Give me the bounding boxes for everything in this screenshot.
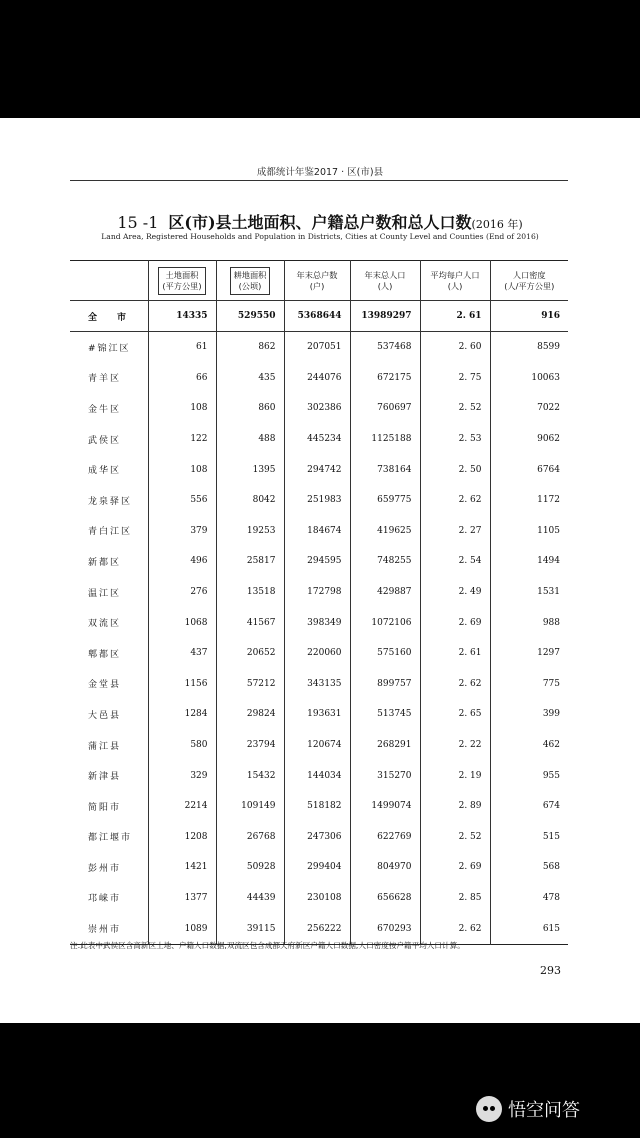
- cell-population: 429887: [350, 577, 420, 608]
- cell-households: 172798: [284, 577, 350, 608]
- cell-avg-household: 2. 62: [420, 669, 490, 700]
- row-name: 郫都区: [88, 649, 122, 660]
- cell-population: 13989297: [350, 301, 420, 332]
- header-population: [350, 261, 420, 301]
- cell-land-area: 580: [148, 730, 216, 761]
- cell-density: 10063: [490, 363, 568, 394]
- table-row: [70, 791, 568, 822]
- cell-avg-household: 2. 60: [420, 332, 490, 363]
- cell-households: 302386: [284, 393, 350, 424]
- cell-land-area: 122: [148, 424, 216, 455]
- cell-population: 575160: [350, 638, 420, 669]
- cell-density: 399: [490, 699, 568, 730]
- header-avg-household: [420, 261, 490, 301]
- cell-population: 659775: [350, 485, 420, 516]
- table-row: [70, 393, 568, 424]
- cell-density: 988: [490, 607, 568, 638]
- table-title-text: 区(市)县土地面积、户籍总户数和总人口数: [168, 213, 472, 232]
- cell-avg-household: 2. 75: [420, 363, 490, 394]
- cell-land-area: 1156: [148, 669, 216, 700]
- cell-households: 398349: [284, 607, 350, 638]
- table-row: [70, 485, 568, 516]
- row-name: 全市: [70, 301, 148, 332]
- row-name: 青羊区: [88, 374, 122, 385]
- row-name: 温江区: [88, 588, 122, 599]
- row-name: 蒲江县: [88, 741, 122, 752]
- row-name: #锦江区: [88, 343, 131, 354]
- watermark-text: 悟空问答: [508, 1100, 580, 1121]
- cell-avg-household: 2. 22: [420, 730, 490, 761]
- row-name: 都江堰市: [88, 833, 133, 844]
- cell-land-area: 329: [148, 760, 216, 791]
- table-row: [70, 363, 568, 394]
- cell-population: 268291: [350, 730, 420, 761]
- table-row-total: [70, 301, 568, 332]
- cell-cultivated: 29824: [216, 699, 284, 730]
- cell-population: 804970: [350, 852, 420, 883]
- row-name: 金堂县: [88, 680, 122, 691]
- running-head: 成都统计年鉴2017 · 区(市)县: [256, 167, 384, 178]
- cell-cultivated: 8042: [216, 485, 284, 516]
- cell-avg-household: 2. 62: [420, 913, 490, 944]
- cell-households: 343135: [284, 669, 350, 700]
- table-row: [70, 424, 568, 455]
- cell-households: 294595: [284, 546, 350, 577]
- cell-density: 1105: [490, 516, 568, 547]
- table-row: [70, 516, 568, 547]
- cell-cultivated: 19253: [216, 516, 284, 547]
- cell-households: 193631: [284, 699, 350, 730]
- row-name: 崇州市: [88, 925, 122, 936]
- cell-cultivated: 25817: [216, 546, 284, 577]
- cell-cultivated: 20652: [216, 638, 284, 669]
- cell-households: 230108: [284, 883, 350, 914]
- cell-households: 184674: [284, 516, 350, 547]
- cell-avg-household: 2. 27: [420, 516, 490, 547]
- cell-avg-household: 2. 69: [420, 852, 490, 883]
- cell-density: 615: [490, 913, 568, 944]
- cell-cultivated: 26768: [216, 822, 284, 853]
- cell-land-area: 1377: [148, 883, 216, 914]
- table-row: [70, 730, 568, 761]
- cell-cultivated: 13518: [216, 577, 284, 608]
- row-name: 邛崃市: [88, 894, 122, 905]
- cell-land-area: 556: [148, 485, 216, 516]
- header-land-area: [148, 261, 216, 301]
- table-footnote: 注:此表中武侯区含高新区土地、户籍人口数据,双流区包含成都天府新区户籍人口数据;人口密度按户籍平均人口计算。: [70, 941, 465, 950]
- cell-population: 672175: [350, 363, 420, 394]
- cell-avg-household: 2. 52: [420, 393, 490, 424]
- cell-cultivated: 488: [216, 424, 284, 455]
- cell-avg-household: 2. 50: [420, 454, 490, 485]
- row-name: 新津县: [88, 772, 122, 783]
- watermark: [476, 1095, 580, 1123]
- table-row: [70, 332, 568, 363]
- cell-cultivated: 50928: [216, 852, 284, 883]
- cell-land-area: 66: [148, 363, 216, 394]
- cell-land-area: 1089: [148, 913, 216, 944]
- cell-density: 674: [490, 791, 568, 822]
- table-row: [70, 454, 568, 485]
- cell-population: 513745: [350, 699, 420, 730]
- row-name: 简阳市: [88, 802, 122, 813]
- cell-avg-household: 2. 53: [420, 424, 490, 455]
- cell-cultivated: 109149: [216, 791, 284, 822]
- header-cultivated-area: [216, 261, 284, 301]
- cell-land-area: 108: [148, 393, 216, 424]
- cell-density: 478: [490, 883, 568, 914]
- cell-avg-household: 2. 89: [420, 791, 490, 822]
- header-density: [490, 261, 568, 301]
- header-rule: [70, 180, 568, 181]
- row-name: 新都区: [88, 557, 122, 568]
- row-name: 金牛区: [88, 404, 122, 415]
- cell-population: 748255: [350, 546, 420, 577]
- table-row: [70, 546, 568, 577]
- cell-land-area: 496: [148, 546, 216, 577]
- cell-density: 1494: [490, 546, 568, 577]
- cell-population: 315270: [350, 760, 420, 791]
- cell-cultivated: 1395: [216, 454, 284, 485]
- cell-land-area: 1068: [148, 607, 216, 638]
- document-page: [0, 118, 640, 1023]
- page-number: 293: [540, 964, 561, 977]
- cell-land-area: 108: [148, 454, 216, 485]
- cell-land-area: 1208: [148, 822, 216, 853]
- cell-population: 419625: [350, 516, 420, 547]
- cell-cultivated: 39115: [216, 913, 284, 944]
- table-title: [0, 210, 640, 233]
- cell-population: 1499074: [350, 791, 420, 822]
- cell-density: 7022: [490, 393, 568, 424]
- cell-density: 9062: [490, 424, 568, 455]
- cell-avg-household: 2. 65: [420, 699, 490, 730]
- row-name: 彭州市: [88, 863, 122, 874]
- table-row: [70, 822, 568, 853]
- cell-land-area: 1421: [148, 852, 216, 883]
- cell-cultivated: 529550: [216, 301, 284, 332]
- cell-avg-household: 2. 69: [420, 607, 490, 638]
- row-name: 武侯区: [88, 435, 122, 446]
- header-region: [70, 261, 148, 301]
- cell-households: 518182: [284, 791, 350, 822]
- cell-cultivated: 860: [216, 393, 284, 424]
- cell-households: 294742: [284, 454, 350, 485]
- cell-density: 462: [490, 730, 568, 761]
- cell-households: 445234: [284, 424, 350, 455]
- header-density-label: 人口密度 (人/平方公里): [504, 270, 555, 291]
- cell-households: 256222: [284, 913, 350, 944]
- cell-avg-household: 2. 61: [420, 301, 490, 332]
- cell-households: 244076: [284, 363, 350, 394]
- cell-cultivated: 23794: [216, 730, 284, 761]
- table-row: [70, 638, 568, 669]
- cell-density: 568: [490, 852, 568, 883]
- row-name: 青白江区: [88, 527, 133, 538]
- header-population-label: 年末总人口 (人): [364, 270, 406, 291]
- cell-households: 299404: [284, 852, 350, 883]
- cell-land-area: 2214: [148, 791, 216, 822]
- cell-avg-household: 2. 19: [420, 760, 490, 791]
- cell-population: 1072106: [350, 607, 420, 638]
- table-row: [70, 852, 568, 883]
- table-row: [70, 760, 568, 791]
- cell-density: 1172: [490, 485, 568, 516]
- table-row: [70, 883, 568, 914]
- cell-density: 1531: [490, 577, 568, 608]
- header-households-label: 年末总户数 (户): [296, 270, 338, 291]
- cell-land-area: 276: [148, 577, 216, 608]
- cell-households: 144034: [284, 760, 350, 791]
- row-name: 双流区: [88, 619, 122, 630]
- cell-density: 1297: [490, 638, 568, 669]
- cell-density: 8599: [490, 332, 568, 363]
- cell-population: 670293: [350, 913, 420, 944]
- cell-avg-household: 2. 61: [420, 638, 490, 669]
- cell-avg-household: 2. 49: [420, 577, 490, 608]
- cell-cultivated: 41567: [216, 607, 284, 638]
- cell-cultivated: 15432: [216, 760, 284, 791]
- cell-households: 120674: [284, 730, 350, 761]
- statistics-table: [70, 260, 568, 945]
- cell-population: 899757: [350, 669, 420, 700]
- cell-density: 955: [490, 760, 568, 791]
- row-name: 成华区: [88, 466, 122, 477]
- cell-cultivated: 435: [216, 363, 284, 394]
- cell-density: 775: [490, 669, 568, 700]
- row-name: 大邑县: [88, 710, 122, 721]
- header-avg-household-label: 平均每户人口 (人): [430, 270, 480, 291]
- cell-density: 6764: [490, 454, 568, 485]
- table-number: 15 -1: [117, 213, 159, 232]
- cell-cultivated: 44439: [216, 883, 284, 914]
- header-households: [284, 261, 350, 301]
- cell-population: 622769: [350, 822, 420, 853]
- cell-households: 247306: [284, 822, 350, 853]
- cell-population: 760697: [350, 393, 420, 424]
- cell-population: 1125188: [350, 424, 420, 455]
- cell-density: 916: [490, 301, 568, 332]
- row-name: 龙泉驿区: [88, 496, 133, 507]
- cell-land-area: 437: [148, 638, 216, 669]
- cell-population: 656628: [350, 883, 420, 914]
- table-row: [70, 577, 568, 608]
- cell-land-area: 1284: [148, 699, 216, 730]
- table-row: [70, 669, 568, 700]
- table-row: [70, 607, 568, 638]
- cell-households: 5368644: [284, 301, 350, 332]
- cell-households: 207051: [284, 332, 350, 363]
- cell-land-area: 14335: [148, 301, 216, 332]
- table-title-year: (2016 年): [471, 218, 523, 231]
- cell-density: 515: [490, 822, 568, 853]
- cell-cultivated: 57212: [216, 669, 284, 700]
- cell-population: 537468: [350, 332, 420, 363]
- wukong-logo-icon: [476, 1096, 502, 1122]
- cell-cultivated: 862: [216, 332, 284, 363]
- cell-avg-household: 2. 54: [420, 546, 490, 577]
- cell-avg-household: 2. 62: [420, 485, 490, 516]
- table-subtitle: Land Area, Registered Households and Population in Districts, Cities at County Level and Counties (End of 2016): [101, 232, 539, 241]
- table-row: [70, 699, 568, 730]
- cell-population: 738164: [350, 454, 420, 485]
- cell-avg-household: 2. 52: [420, 822, 490, 853]
- cell-avg-household: 2. 85: [420, 883, 490, 914]
- table-header-row: [70, 261, 568, 301]
- header-cultivated-label: 耕地面积 (公顷): [230, 267, 271, 295]
- cell-households: 220060: [284, 638, 350, 669]
- cell-land-area: 61: [148, 332, 216, 363]
- cell-land-area: 379: [148, 516, 216, 547]
- header-land-area-label: 土地面积 (平方公里): [158, 267, 205, 295]
- cell-households: 251983: [284, 485, 350, 516]
